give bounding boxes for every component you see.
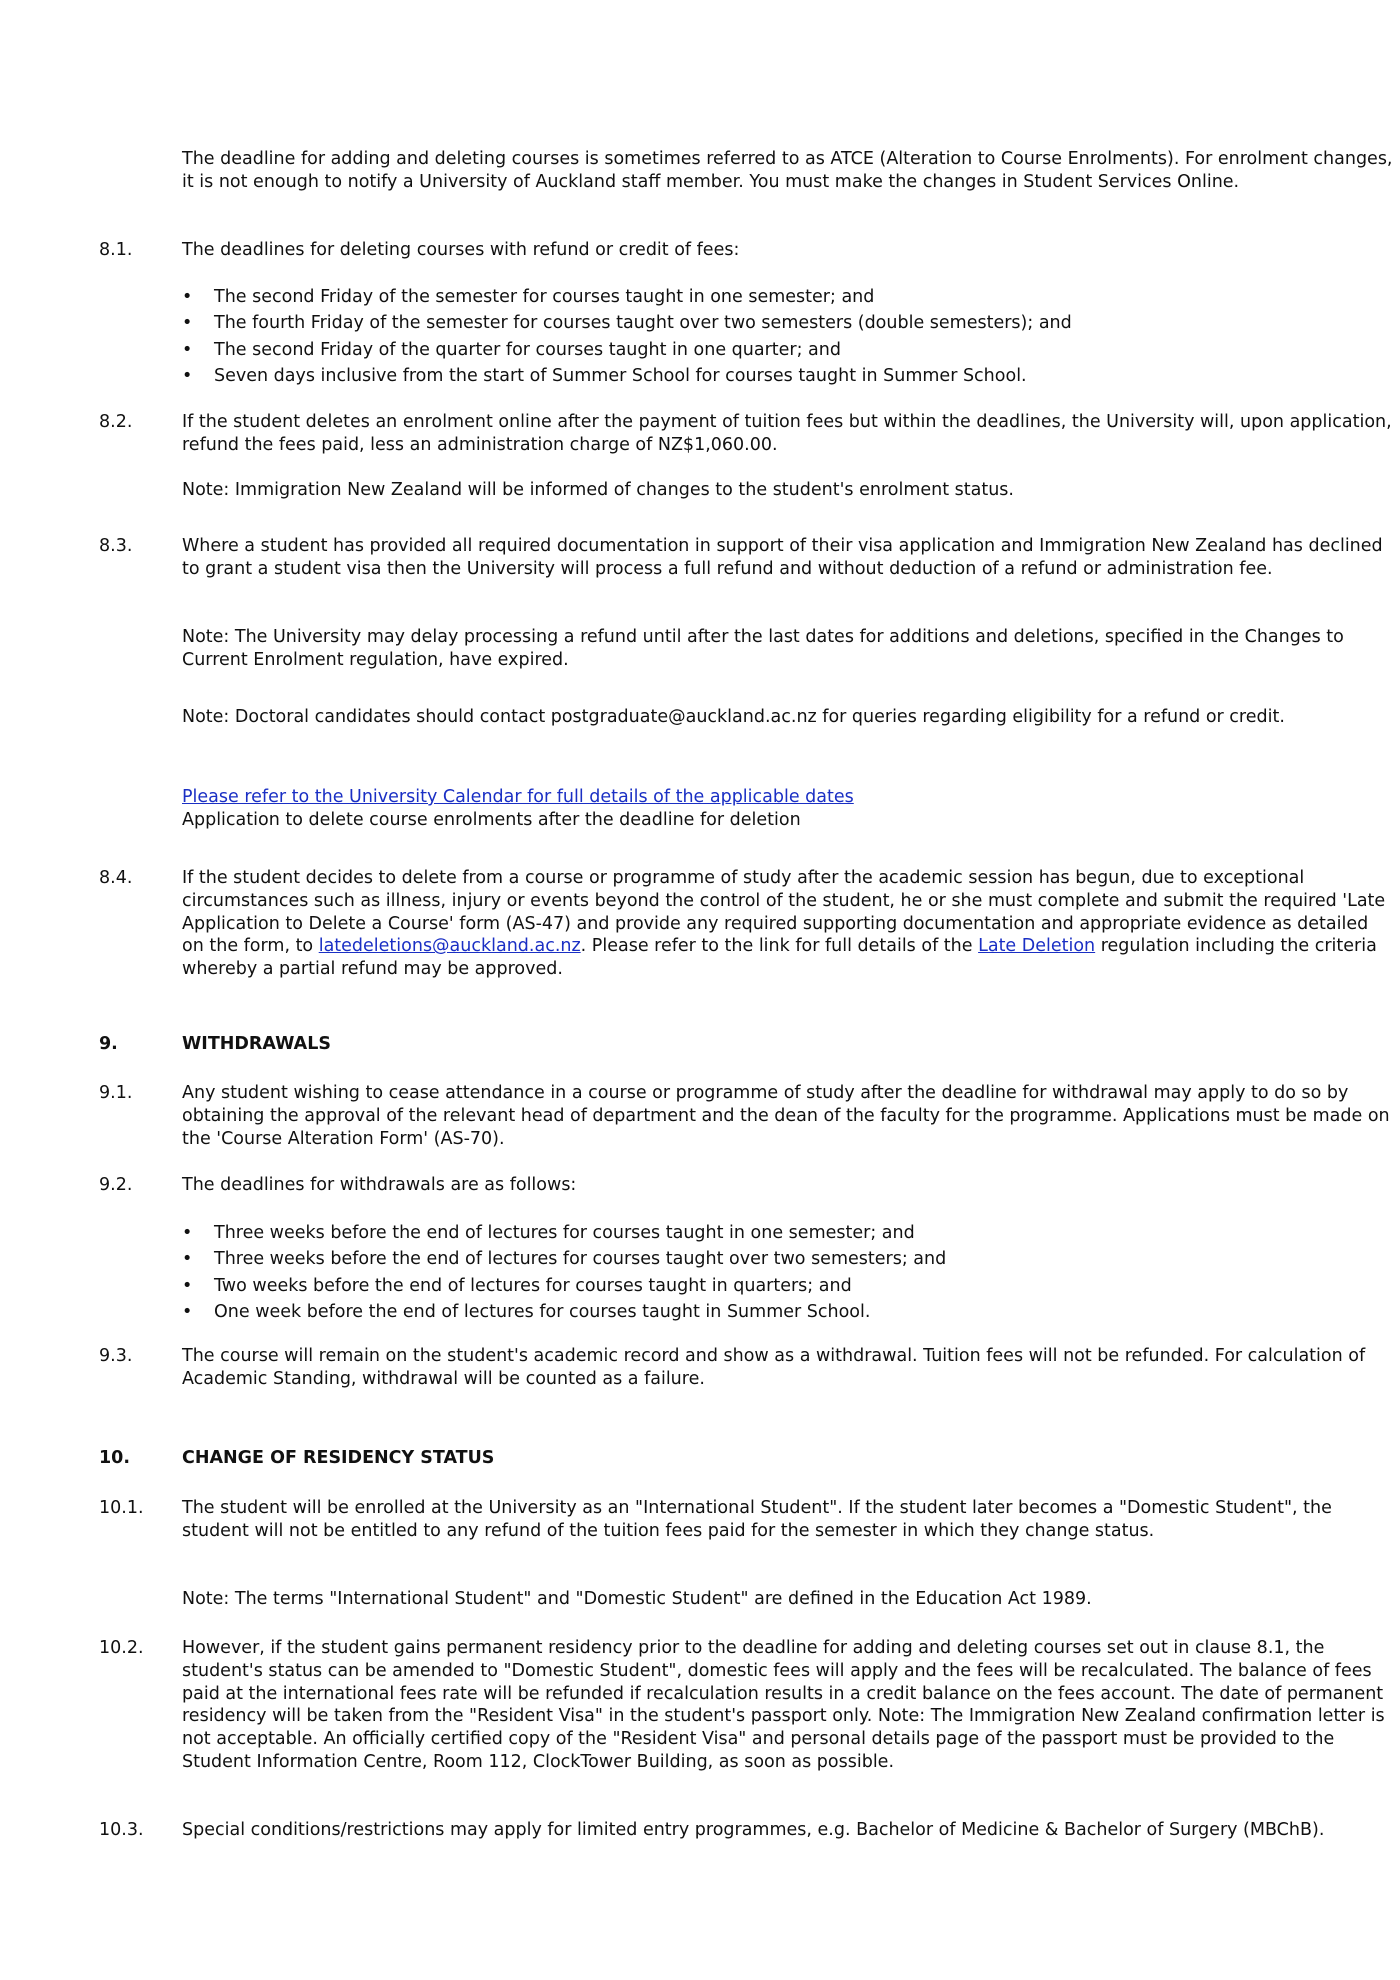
list-item: • The fourth Friday of the semester for courses taught over two semesters (double semesters); and: [182, 313, 1072, 334]
intro-text: The deadline for adding and deleting courses is sometimes referred to as ATCE (Alteration to Course Enrolments). For enrolment changes, it is not enough to notify a University of Auckland staff member. You must make the changes in Student Services Online.: [182, 149, 1393, 192]
bullet-list: [182, 1222, 946, 1327]
section-text: Where a student has provided all required documentation in support of their visa application and Immigration New Zealand has declined to grant a student visa then the University will process a full refund and without deduction of a refund or administration fee.: [182, 536, 1383, 579]
section-text: If the student decides to delete from a course or programme of study after the academic session has begun, due to exceptional circumstances such as illness, injury or events beyond the control of the student, he or she must complete and submit the required 'Late Application to Delete a Course' form (AS-47) and provide any required supporting documentation and appropriate evidence as detailed on the form, to latedeletions@auckland.ac.nz. Please refer to the link for full details of the Late Deletion regulation including the criteria whereby a partial refund may be approved.: [182, 868, 1386, 980]
list-item: • The second Friday of the semester for courses taught in one semester; and: [182, 287, 875, 307]
section-number: 10.: [99, 1448, 131, 1468]
section-text: If the student deletes an enrolment online after the payment of tuition fees but within the deadlines, the University will, upon application, refund the fees paid, less an administration charge of NZ$1,060.00.: [182, 412, 1392, 455]
email-link[interactable]: latedeletions@auckland.ac.nz: [318, 936, 581, 957]
section-note: Note: The University may delay processing a refund until after the last dates for additions and deletions, specified in the Changes to Current Enrolment regulation, have expired.: [182, 627, 1344, 670]
calendar-link-row: [182, 786, 1394, 809]
list-item: • Three weeks before the end of lectures for courses taught in one semester; and: [182, 1223, 915, 1243]
late-deletion-link[interactable]: Late Deletion: [978, 936, 1096, 957]
bullet-list: [182, 286, 1072, 391]
bullet-icon: •: [182, 365, 193, 386]
section-text: The course will remain on the student's academic record and show as a withdrawal. Tuition fees will not be refunded. For calculation of Academic Standing, withdrawal will be counted as a failure.: [182, 1346, 1366, 1389]
bullet-icon: •: [182, 1275, 193, 1296]
section-text: The student will be enrolled at the University as an "International Student". If the student later becomes a "Domestic Student", the student will not be entitled to any refund of the tuition fees paid for the semester in which they change status.: [182, 1498, 1332, 1541]
section-number: 8.2.: [99, 412, 133, 432]
doctoral-note: Note: Doctoral candidates should contact postgraduate@auckland.ac.nz for queries regarding eligibility for a refund or credit.: [182, 707, 1285, 727]
section-number: 8.4.: [99, 868, 133, 888]
section-number: 9.: [99, 1034, 118, 1054]
bullet-icon: •: [182, 1223, 193, 1243]
section-number: 10.1.: [99, 1498, 144, 1518]
section-text: Special conditions/restrictions may apply for limited entry programmes, e.g. Bachelor of Medicine & Bachelor of Surgery (MBChB).: [182, 1820, 1325, 1840]
section-text: The deadlines for deleting courses with refund or credit of fees:: [182, 240, 740, 260]
list-item: • Seven days inclusive from the start of Summer School for courses taught in Summer School.: [182, 365, 1027, 386]
section-number: 9.2.: [99, 1175, 133, 1195]
list-item: • Three weeks before the end of lectures for courses taught over two semesters; and: [182, 1249, 947, 1270]
section-heading: WITHDRAWALS: [182, 1034, 331, 1054]
calendar-link[interactable]: Please refer to the University Calendar for full details of the applicable dates: [182, 787, 854, 807]
section-heading: CHANGE OF RESIDENCY STATUS: [182, 1448, 495, 1468]
bullet-icon: •: [182, 313, 193, 334]
list-item: • One week before the end of lectures for courses taught in Summer School.: [182, 1301, 871, 1322]
section-number: 9.1.: [99, 1083, 133, 1103]
section-note: Note: Immigration New Zealand will be informed of changes to the student's enrolment status.: [182, 480, 1014, 500]
bullet-icon: •: [182, 1301, 193, 1322]
section-note: Note: The terms "International Student" and "Domestic Student" are defined in the Education Act 1989.: [182, 1589, 1092, 1609]
list-item: • Two weeks before the end of lectures for courses taught in quarters; and: [182, 1275, 852, 1296]
section-text: Any student wishing to cease attendance in a course or programme of study after the deadline for withdrawal may apply to do so by obtaining the approval of the relevant head of department and the dean of the faculty for the programme. Applications must be made on the 'Course Alteration Form' (AS-70).: [182, 1083, 1390, 1149]
section-number: 10.3.: [99, 1820, 144, 1840]
section-text: The deadlines for withdrawals are as follows:: [182, 1175, 577, 1195]
late-deletion-heading: Application to delete course enrolments after the deadline for deletion: [182, 810, 801, 830]
bullet-icon: •: [182, 287, 193, 307]
section-number: 8.1.: [99, 240, 133, 260]
section-number: 10.2.: [99, 1638, 144, 1658]
section-number: 9.3.: [99, 1346, 133, 1366]
bullet-icon: •: [182, 339, 193, 360]
section-text: However, if the student gains permanent residency prior to the deadline for adding and deleting courses set out in clause 8.1, the student's status can be amended to "Domestic Student", domestic fees will apply and the fees will be recalculated. The balance of fees paid at the international fees rate will be refunded if recalculation results in a credit balance on the fees account. The date of permanent residency will be taken from the "Resident Visa" in the student's passport only. Note: The Immigration New Zealand confirmation letter is not acceptable. An officially certified copy of the "Resident Visa" and personal details page of the passport must be provided to the Student Information Centre, Room 112, ClockTower Building, as soon as possible.: [182, 1638, 1385, 1772]
list-item: • The second Friday of the quarter for courses taught in one quarter; and: [182, 339, 841, 360]
bullet-icon: •: [182, 1249, 193, 1270]
section-number: 8.3.: [99, 536, 133, 556]
